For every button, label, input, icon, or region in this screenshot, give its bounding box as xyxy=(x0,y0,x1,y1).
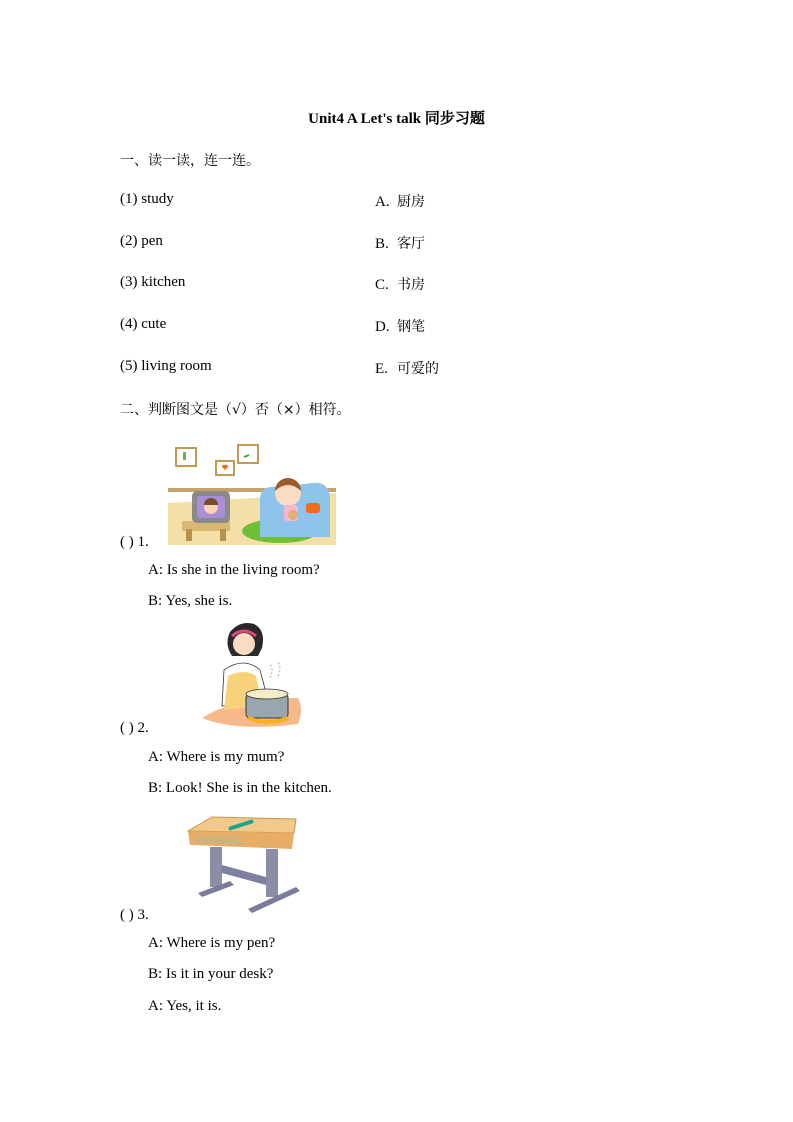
dialog-line: B: Is it in your desk? xyxy=(148,966,274,982)
match-right-item xyxy=(375,233,425,253)
dialog-line: A: Yes, it is. xyxy=(148,998,222,1014)
option-letter: A. xyxy=(375,194,390,210)
match-right-item xyxy=(375,316,425,336)
section2-heading: 二、判断图文是（√）否（×）相符。 xyxy=(120,402,351,418)
kitchen-illustration xyxy=(200,620,306,732)
option-text: 可爱的 xyxy=(397,361,439,377)
match-left-item: (3) kitchen xyxy=(120,274,186,290)
question-label: ( ) 3. xyxy=(120,907,149,923)
dialog-line: A: Where is my pen? xyxy=(148,935,276,951)
living-room-illustration xyxy=(168,443,336,545)
option-letter: B. xyxy=(375,236,389,252)
option-letter: D. xyxy=(375,319,390,335)
match-right-item xyxy=(375,191,425,211)
match-left-item: (2) pen xyxy=(120,233,163,249)
option-text: 钢笔 xyxy=(397,319,425,335)
option-text: 厨房 xyxy=(397,194,425,210)
option-letter: C. xyxy=(375,277,389,293)
match-right-item xyxy=(375,274,425,294)
page-title: Unit4 A Let's talk 同步习题 xyxy=(308,111,485,127)
option-letter: E. xyxy=(375,361,388,377)
match-left-item: (5) living room xyxy=(120,358,212,374)
option-text: 书房 xyxy=(397,277,425,293)
match-left-item: (1) study xyxy=(120,191,174,207)
dialog-line: B: Yes, she is. xyxy=(148,593,233,609)
dialog-line: A: Where is my mum? xyxy=(148,749,285,765)
question-label: ( ) 1. xyxy=(120,534,149,550)
desk-illustration xyxy=(184,815,302,913)
match-left-item: (4) cute xyxy=(120,316,167,332)
match-right-item xyxy=(375,358,439,378)
dialog-line: A: Is she in the living room? xyxy=(148,562,320,578)
dialog-line: B: Look! She is in the kitchen. xyxy=(148,780,332,796)
section1-heading: 一、读一读，连一连。 xyxy=(120,153,260,169)
question-label: ( ) 2. xyxy=(120,720,149,736)
option-text: 客厅 xyxy=(397,236,425,252)
